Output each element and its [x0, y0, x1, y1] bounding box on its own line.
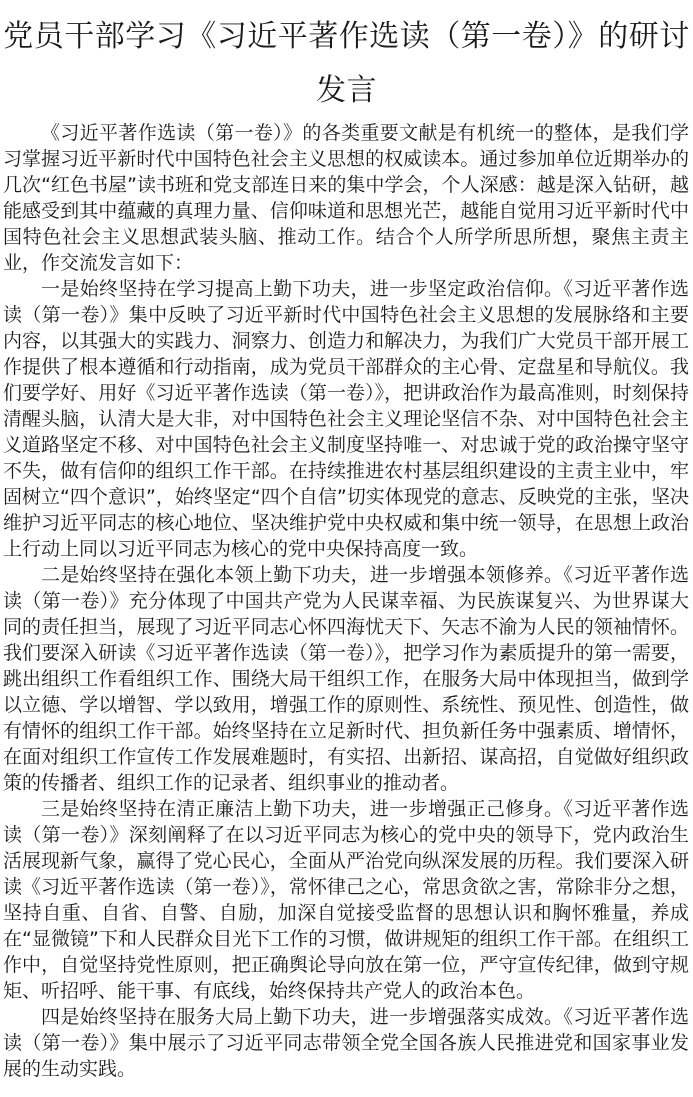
paragraph-point-3: 三是始终坚持在清正廉洁上勤下功夫，进一步增强正己修身。《习近平著作选读（第一卷）》深刻阐释了在以习近平同志为核心的党中央的领导下，党内政治生活展现新气象，赢得了党心民心，全面从严治党向纵深发展的历程。我们要深入研读《习近平著作选读（第一卷）》，常怀律己之心，常思贪欲之害，常除非分之想，坚持自重、自省、自警、自励，加深自觉接受监督的思想认识和胸怀雅量，养成在“显微镜”下和人民群众目光下工作的习惯，做讲规矩的组织工作干部。在组织工作中，自觉坚持党性原则，把正确舆论导向放在第一位，严守宣传纪律，做到守规矩、听招呼、能干事、有底线，始终保持共产党人的政治本色。 [3, 798, 689, 1002]
document-title: 党员干部学习《习近平著作选读（第一卷）》的研讨发言 [3, 19, 690, 108]
paragraph-point-1: 一是始终坚持在学习提高上勤下功夫，进一步坚定政治信仰。《习近平著作选读（第一卷）》集中反映了习近平新时代中国特色社会主义思想的发展脉络和主要内容，以其强大的实践力、洞察力、创造力和解决力，为我们广大党员干部开展工作提供了根本遵循和行动指南，成为党员干部群众的主心骨、定盘星和导航仪。我们要学好、用好《习近平著作选读（第一卷）》，把讲政治作为最高准则，时刻保持清醒头脑，认清大是大非，对中国特色社会主义理论坚信不杂、对中国特色社会主义道路坚定不移、对中国特色社会主义制度坚持唯一、对忠诚于党的政治操守坚守不失，做有信仰的组织工作干部。在持续推进农村基层组织建设的主责主业中，牢固树立“四个意识”，始终坚定“四个自信”切实体现党的意志、反映党的主张，坚决维护习近平同志的核心地位、坚决维护党中央权威和集中统一领导，在思想上政治上行动上同以习近平同志为核心的党中央保持高度一致。 [3, 278, 689, 560]
document-body [0, 118, 693, 1082]
paragraph-point-4: 四是始终坚持在服务大局上勤下功夫，进一步增强落实成效。《习近平著作选读（第一卷）》集中展示了习近平同志带领全党全国各族人民推进党和国家事业发展的生动实践。 [3, 1006, 689, 1080]
paragraph-point-2: 二是始终坚持在强化本领上勤下功夫，进一步增强本领修养。《习近平著作选读（第一卷）》充分体现了中国共产党为人民谋幸福、为民族谋复兴、为世界谋大同的责任担当，展现了习近平同志心怀四海忧天下、矢志不渝为人民的领袖情怀。我们要深入研读《习近平著作选读（第一卷）》，把学习作为素质提升的第一需要，跳出组织工作看组织工作、围绕大局干组织工作，在服务大局中体现担当，做到学以立德、学以增智、学以致用，增强工作的原则性、系统性、预见性、创造性，做有情怀的组织工作干部。始终坚持在立足新时代、担负新任务中强素质、增情怀，在面对组织工作宣传工作发展难题时，有实招、出新招、谋高招，自觉做好组织政策的传播者、组织工作的记录者、组织事业的推动者。 [3, 564, 689, 794]
paragraph-intro: 《习近平著作选读（第一卷）》的各类重要文献是有机统一的整体，是我们学习掌握习近平新时代中国特色社会主义思想的权威读本。通过参加单位近期举办的几次“红色书屋”读书班和党支部连日来的集中学会，个人深感：越是深入钻研，越能感受到其中蕴藏的真理力量、信仰味道和思想光芒，越能自觉用习近平新时代中国特色社会主义思想武装头脑、推动工作。结合个人所学所思所想，聚焦主责主业，作交流发言如下： [3, 122, 689, 274]
